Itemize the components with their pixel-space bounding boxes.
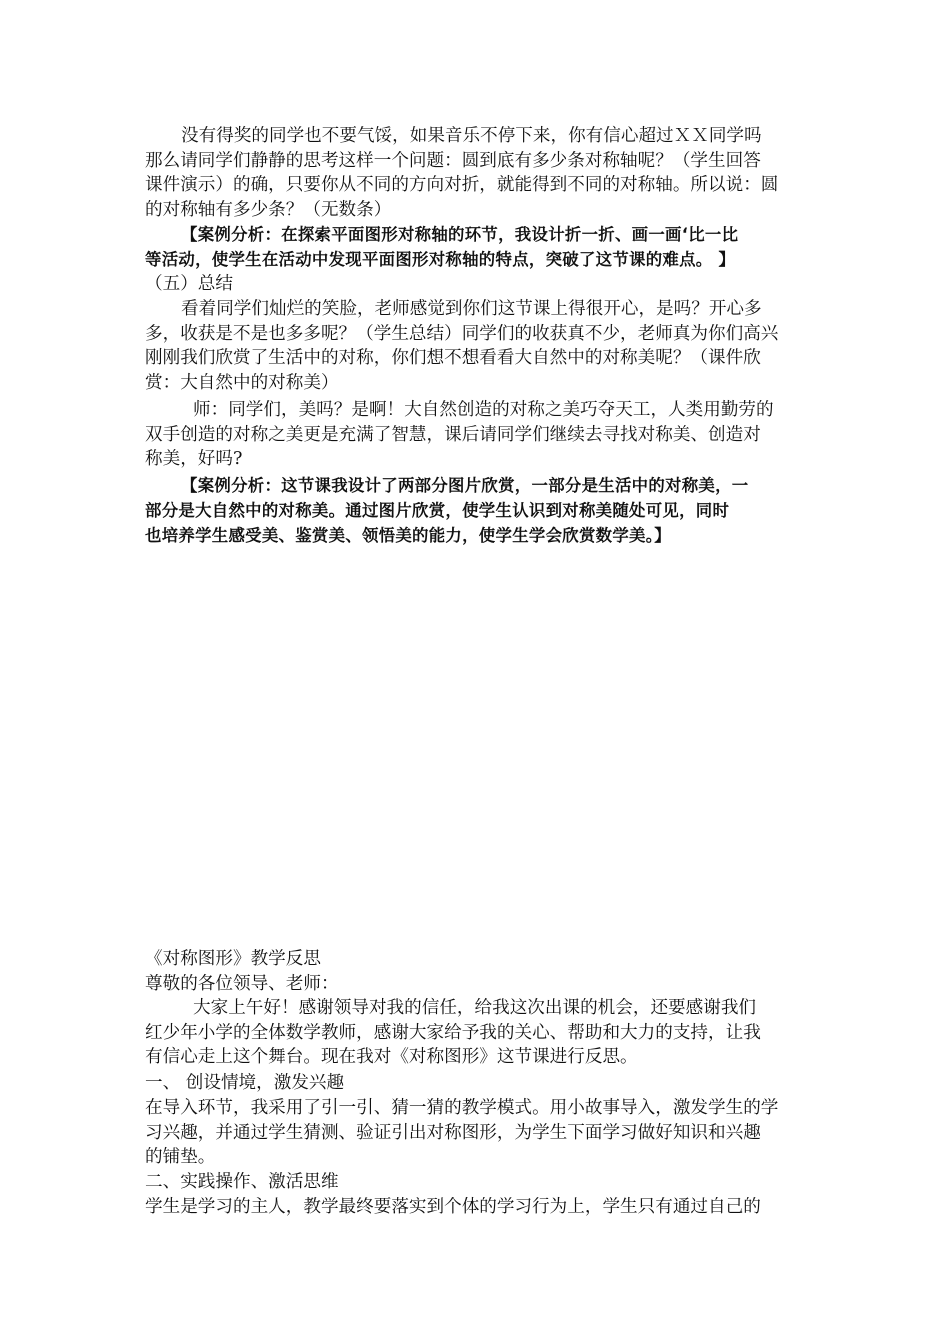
text-line: 大家上午好！感谢领导对我的信任，给我这次出课的机会，还要感谢我们	[193, 998, 757, 1018]
text-line: 的对称轴有多少条？（无数条）	[145, 199, 392, 220]
title-text: 《对称图形》教学反思	[145, 949, 321, 969]
text-line: 【案例分析：在探索平面图形对称轴的环节，我设计折一折、画一画‘比一比	[181, 225, 739, 244]
paragraph-teacher	[145, 398, 810, 472]
paragraph-intro	[145, 996, 810, 1070]
text-line: 称美，好吗?	[145, 449, 243, 469]
heading-text: 一、 创设情境，激发兴趣	[145, 1073, 345, 1093]
text-line: 师：同学们，美吗？是啊！大自然创造的对称之美巧夺天工，人类用勤劳的	[193, 400, 774, 420]
text-line: 【案例分析：这节课我设计了两部分图片欣赏，一部分是生活中的对称美，一	[181, 476, 749, 495]
text-line: 习兴趣，并通过学生猜测、验证引出对称图形，为学生下面学习做好知识和兴趣	[145, 1122, 761, 1143]
text-line: 部分是大自然中的对称美。通过图片欣赏，使学生认识到对称美随处可见，同时	[145, 501, 730, 520]
greeting-text: 尊敬的各位领导、老师：	[145, 974, 339, 994]
reflection-title	[145, 947, 810, 972]
text-line: 红少年小学的全体数学教师，感谢大家给予我的关心、帮助和大力的支持，让我	[145, 1022, 761, 1043]
text-line: 赏：大自然中的对称美）	[145, 372, 339, 393]
text-line: 等活动，使学生在活动中发现平面图形对称轴的特点，突破了这节课的难点。 】	[145, 250, 736, 269]
reflection-greeting	[145, 972, 810, 997]
text-line: 有信心走上这个舞台。现在我对《对称图形》这节课进行反思。	[145, 1047, 638, 1067]
text-line: 学生是学习的主人，教学最终要落实到个体的学习行为上，学生只有通过自己的	[145, 1197, 761, 1217]
heading-text: （五）总结	[145, 274, 233, 294]
paragraph-circle-axes	[145, 124, 810, 222]
text-line: 没有得奖的同学也不要气馁，如果音乐不停下来，你有信心超过ＸＸ同学吗	[181, 126, 762, 146]
text-line: 多，收获是不是也多多呢？（学生总结）同学们的收获真不少，老师真为你们高兴	[145, 323, 779, 344]
text-line: 的铺垫。	[145, 1147, 216, 1167]
text-line: 那么请同学们静静的思考这样一个问题：圆到底有多少条对称轴呢？（学生回答	[145, 150, 761, 171]
point2-heading	[145, 1170, 810, 1195]
point1-heading	[145, 1071, 810, 1096]
paragraph-point2	[145, 1195, 810, 1220]
text-line: 也培养学生感受美、鉴赏美、领悟美的能力，使学生学会欣赏数学美。】	[145, 526, 671, 545]
case-analysis-1	[145, 222, 810, 272]
text-line: 课件演示）的确，只要你从不同的方向对折，就能得到不同的对称轴。所以说：圆	[145, 175, 779, 195]
case-analysis-2	[145, 473, 810, 548]
text-line: 双手创造的对称之美更是充满了智慧，课后请同学们继续去寻找对称美、创造对	[145, 424, 761, 445]
text-line: 刚刚我们欣赏了生活中的对称，你们想不想看看大自然中的对称美呢？（课件欣	[145, 348, 761, 368]
paragraph-point1	[145, 1096, 810, 1170]
paragraph-summary	[145, 297, 810, 395]
heading-text: 二、实践操作、激活思维	[145, 1172, 339, 1192]
text-line: 在导入环节，我采用了引一引、猜一猜的教学模式。用小故事导入，激发学生的学	[145, 1098, 779, 1118]
section-heading-summary	[145, 272, 810, 297]
text-line: 看着同学们灿烂的笑脸，老师感觉到你们这节课上得很开心，是吗？开心多	[181, 299, 762, 319]
